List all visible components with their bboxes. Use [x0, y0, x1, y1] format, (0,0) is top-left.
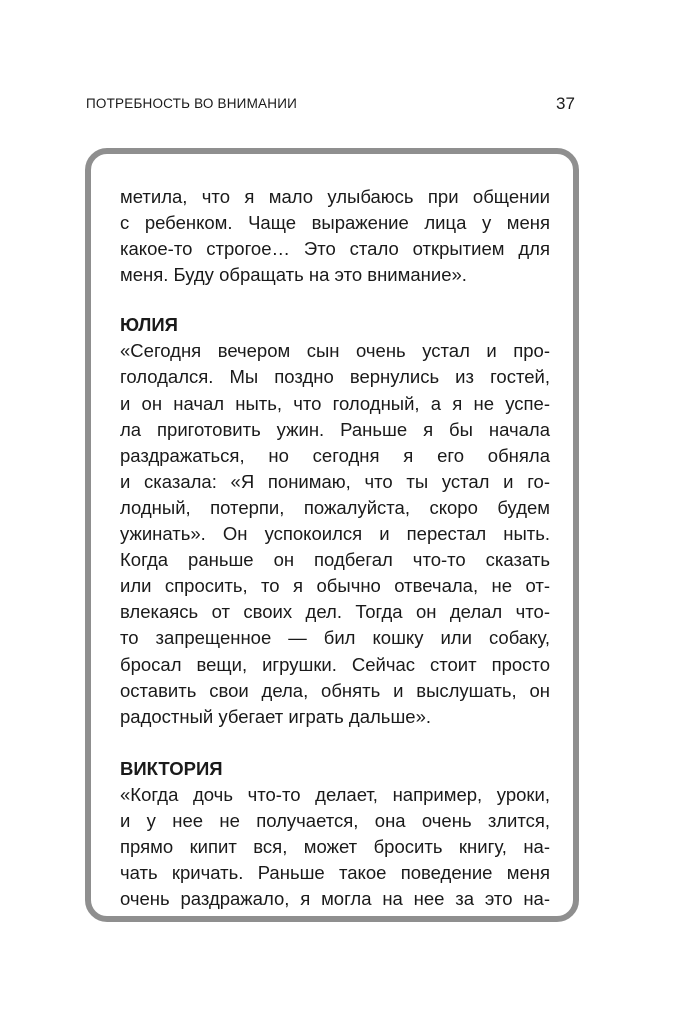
text-line: бросал вещи, игрушки. Сейчас стоит просто [120, 653, 550, 675]
intro-paragraph [120, 184, 550, 288]
text-line: ужинать». Он успокоился и перестал ныть. [120, 523, 550, 545]
text-line: оставить свои дела, обнять и выслушать, он [120, 679, 550, 701]
section-yulia [120, 312, 550, 729]
text-line: и у нее не получается, она очень злится, [120, 809, 550, 831]
section-viktoria [120, 756, 550, 912]
testimonial-box [85, 148, 579, 922]
text-line: с ребенком. Чаще выражение лица у меня [120, 212, 550, 234]
text-line: то запрещенное — бил кошку или собаку, [120, 627, 550, 649]
text-line: голодался. Мы поздно вернулись из гостей, [120, 366, 550, 388]
section-heading-viktoria: ВИКТОРИЯ [120, 757, 223, 779]
section-heading-yulia: ЮЛИЯ [120, 314, 178, 336]
text-line: меня. Буду обращать на это внимание». [120, 264, 467, 286]
text-line: и сказала: «Я понимаю, что ты устал и го- [120, 470, 550, 492]
text-line: метила, что я мало улыбаюсь при общении [120, 186, 550, 207]
text-line: очень раздражало, я могла на нее за это на- [120, 888, 550, 910]
text-line: радостный убегает играть дальше». [120, 705, 432, 727]
text-line: лодный, потерпи, пожалуйста, скоро будем [120, 496, 550, 518]
text-line: «Когда дочь что-то делает, например, уроки, [120, 783, 550, 805]
running-head-title: ПОТРЕБНОСТЬ ВО ВНИМАНИИ [86, 96, 297, 111]
text-line: прямо кипит вся, может бросить книгу, на- [120, 835, 550, 857]
testimonial-text [120, 184, 550, 912]
text-line: и он начал ныть, что голодный, а я не успе- [120, 392, 550, 414]
text-line: Когда раньше он подбегал что-то сказать [120, 549, 550, 571]
page-number: 37 [556, 94, 575, 113]
text-line: чать кричать. Раньше такое поведение меня [120, 862, 550, 884]
text-line: раздражаться, но сегодня я его обняла [120, 444, 550, 466]
text-line: ла приготовить ужин. Раньше я бы начала [120, 418, 550, 440]
text-line: или спросить, то я обычно отвечала, не от- [120, 575, 550, 597]
text-line: влекаясь от своих дел. Тогда он делал что- [120, 601, 550, 623]
text-line: какое-то строгое… Это стало открытием для [120, 238, 550, 260]
text-line: «Сегодня вечером сын очень устал и про- [120, 340, 550, 362]
